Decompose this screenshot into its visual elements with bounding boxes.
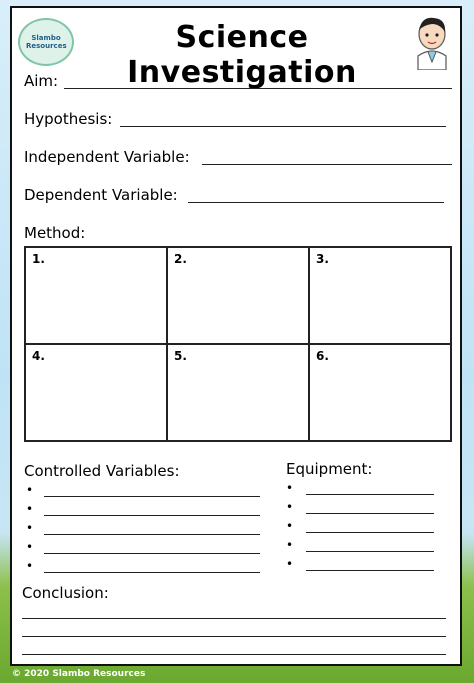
bullet-icon: •: [286, 557, 294, 571]
controlled-variables-label: Controlled Variables:: [24, 462, 180, 480]
method-step-6[interactable]: [309, 344, 451, 441]
bullet-icon: •: [26, 483, 34, 497]
equipment-line-5[interactable]: [306, 570, 434, 571]
step-number: 4.: [32, 349, 45, 363]
aim-line[interactable]: [64, 88, 452, 89]
bullet-icon: •: [286, 519, 294, 533]
equipment-line-3[interactable]: [306, 532, 434, 533]
scientist-icon: [410, 12, 454, 70]
equipment-label: Equipment:: [286, 460, 373, 478]
method-step-5[interactable]: [167, 344, 309, 441]
equipment-line-4[interactable]: [306, 551, 434, 552]
bullet-icon: •: [26, 521, 34, 535]
aim-label: Aim:: [24, 72, 59, 90]
bullet-icon: •: [26, 559, 34, 573]
method-step-1[interactable]: [25, 247, 167, 344]
step-number: 2.: [174, 252, 187, 266]
page-title: Science Investigation: [127, 20, 357, 90]
controlled-variable-line-2[interactable]: [44, 515, 260, 516]
hypothesis-line[interactable]: [120, 126, 446, 127]
equipment-line-2[interactable]: [306, 513, 434, 514]
step-number: 3.: [316, 252, 329, 266]
step-number: 5.: [174, 349, 187, 363]
copyright-footer: © 2020 Slambo Resources: [12, 669, 146, 679]
method-grid: [24, 246, 452, 442]
method-step-3[interactable]: [309, 247, 451, 344]
conclusion-line-3[interactable]: [22, 654, 446, 655]
controlled-variable-line-5[interactable]: [44, 572, 260, 573]
dependent-variable-line[interactable]: [188, 202, 444, 203]
hypothesis-label: Hypothesis:: [24, 110, 113, 128]
independent-variable-label: Independent Variable:: [24, 148, 190, 166]
bullet-icon: •: [286, 500, 294, 514]
dependent-variable-label: Dependent Variable:: [24, 186, 178, 204]
step-number: 6.: [316, 349, 329, 363]
controlled-variable-line-4[interactable]: [44, 553, 260, 554]
slambo-logo: [18, 18, 74, 66]
controlled-variable-line-1[interactable]: [44, 496, 260, 497]
worksheet-page: [10, 6, 462, 666]
bullet-icon: •: [286, 481, 294, 495]
bullet-icon: •: [286, 538, 294, 552]
conclusion-line-1[interactable]: [22, 618, 446, 619]
step-number: 1.: [32, 252, 45, 266]
method-label: Method:: [24, 224, 86, 242]
controlled-variable-line-3[interactable]: [44, 534, 260, 535]
conclusion-line-2[interactable]: [22, 636, 446, 637]
equipment-line-1[interactable]: [306, 494, 434, 495]
bullet-icon: •: [26, 540, 34, 554]
method-step-4[interactable]: [25, 344, 167, 441]
conclusion-label: Conclusion:: [22, 584, 109, 602]
independent-variable-line[interactable]: [202, 164, 452, 165]
bullet-icon: •: [26, 502, 34, 516]
logo-text: Slambo Resources: [26, 34, 67, 50]
method-step-2[interactable]: [167, 247, 309, 344]
